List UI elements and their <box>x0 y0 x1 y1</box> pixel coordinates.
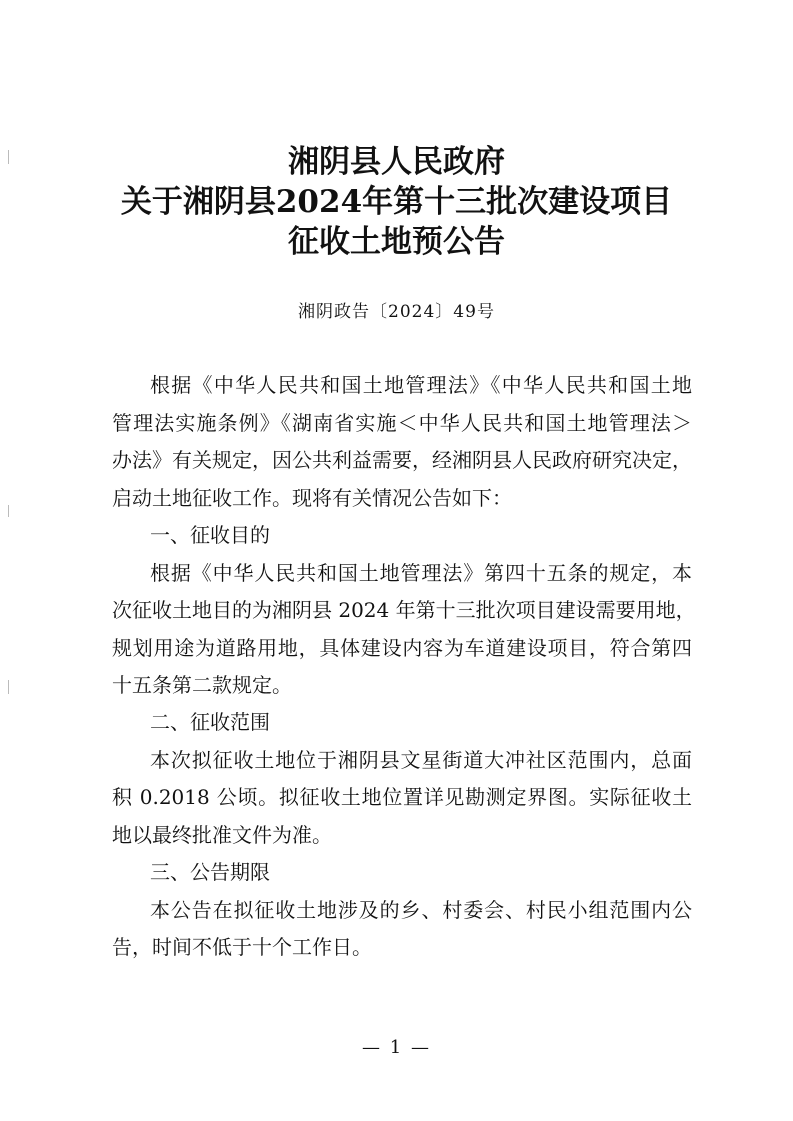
intro-line-2: 管理法实施条例》《湖南省实施＜中华人民共和国土地管理法＞ <box>112 410 692 435</box>
section-purpose-heading: 一、征收目的 <box>150 523 270 547</box>
section-purpose-line-4: 十五条第二款规定。 <box>112 673 292 697</box>
section-scope-line-3: 地以最终批准文件为准。 <box>112 822 332 847</box>
page-number: — 1 — <box>362 1037 431 1058</box>
document-title <box>0 142 793 262</box>
intro-line-1: 根据《中华人民共和国土地管理法》《中华人民共和国土地 <box>150 373 692 397</box>
section-period-line-2: 告，时间不低于十个工作日。 <box>112 935 372 959</box>
title-line-1: 湘阴县人民政府 <box>288 144 505 180</box>
section-scope-heading: 二、征收范围 <box>150 710 270 734</box>
scan-edge-mark <box>8 505 9 517</box>
title-line-3: 征收土地预公告 <box>288 224 505 260</box>
intro-line-4: 启动土地征收工作。现将有关情况公告如下： <box>112 485 512 510</box>
section-purpose-line-3: 规划用途为道路用地，具体建设内容为车道建设项目，符合第四 <box>112 635 692 660</box>
section-purpose <box>112 517 696 705</box>
intro-paragraph <box>112 367 692 517</box>
section-scope-line-1: 本次拟征收土地位于湘阴县文星街道大冲社区范围内，总面 <box>150 747 692 772</box>
section-period-line-1: 本公告在拟征收土地涉及的乡、村委会、村民小组范围内公 <box>150 897 692 922</box>
document-number: 湘阴政告〔2024〕49号 <box>298 302 495 322</box>
section-scope-line-2: 积 0.2018 公顷。拟征收土地位置详见勘测定界图。实际征收土 <box>112 785 692 809</box>
scan-edge-mark <box>8 680 9 694</box>
intro-line-3: 办法》有关规定，因公共利益需要，经湘阴县人民政府研究决定， <box>112 448 692 472</box>
section-purpose-line-2: 次征收土地目的为湘阴县 2024 年第十三批次项目建设需要用地， <box>112 598 696 622</box>
title-line-2: 关于湘阴县2024年第十三批次建设项目 <box>120 184 673 220</box>
section-scope <box>112 704 692 854</box>
section-period <box>112 854 692 967</box>
section-purpose-line-1: 根据《中华人民共和国土地管理法》第四十五条的规定，本 <box>150 560 692 585</box>
section-period-heading: 三、公告期限 <box>150 860 270 884</box>
